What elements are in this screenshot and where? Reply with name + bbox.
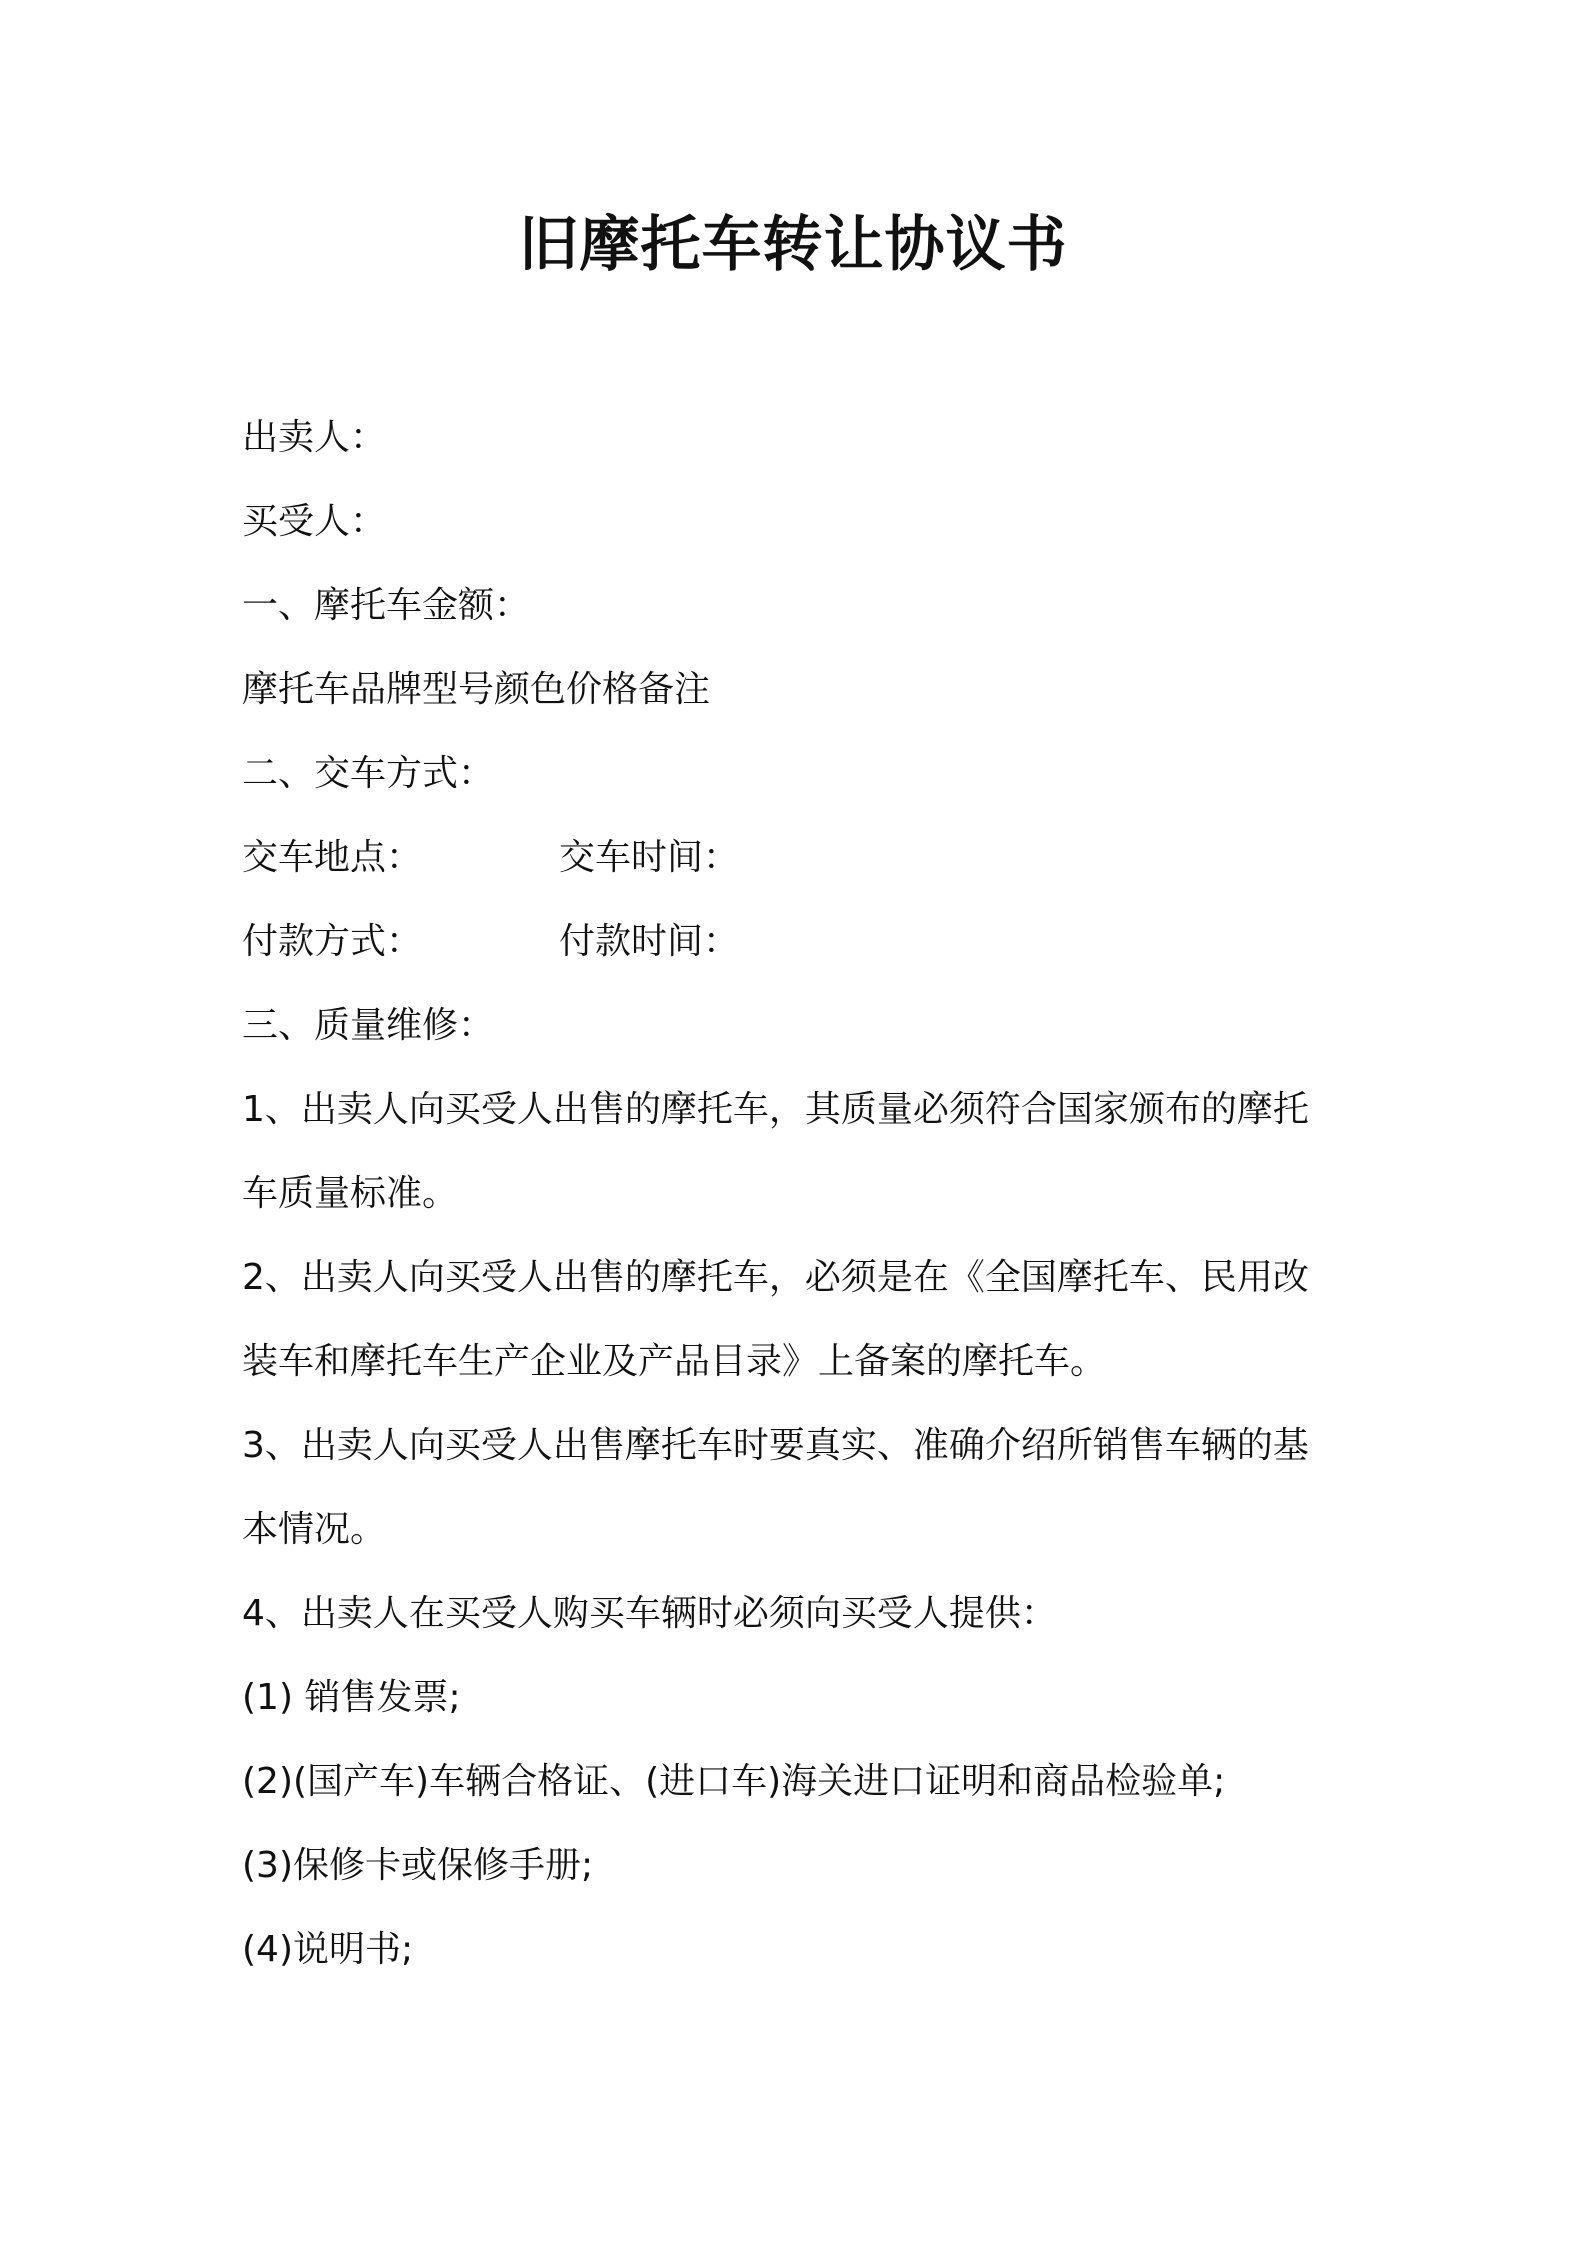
clause-2-line-2: 装车和摩托车生产企业及产品目录》上备案的摩托车。 bbox=[242, 1341, 1107, 1382]
clause-4-line-1: 4、出卖人在买受人购买车辆时必须向买受人提供： bbox=[242, 1593, 1057, 1634]
list-item-1: (1) 销售发票; bbox=[242, 1677, 461, 1718]
clause-2-line-1: 2、出卖人向买受人出售的摩托车，必须是在《全国摩托车、民用改 bbox=[242, 1257, 1309, 1298]
delivery-time-label: 交车时间： bbox=[559, 837, 740, 878]
seller-label: 出卖人： bbox=[242, 417, 387, 458]
payment-row bbox=[242, 900, 1362, 984]
payment-method-label: 付款方式： bbox=[242, 921, 423, 962]
delivery-row bbox=[242, 816, 1362, 900]
document-title: 旧摩托车转让协议书 bbox=[518, 210, 1068, 280]
payment-time-label: 付款时间： bbox=[559, 921, 740, 962]
clause-3-line-1: 3、出卖人向买受人出售摩托车时要真实、准确介绍所销售车辆的基 bbox=[242, 1425, 1309, 1466]
section-1-columns: 摩托车品牌型号颜色价格备注 bbox=[242, 669, 711, 710]
buyer-label: 买受人： bbox=[242, 501, 387, 542]
section-1-heading: 一、摩托车金额： bbox=[242, 585, 531, 626]
list-item-2: (2)(国产车)车辆合格证、(进口车)海关进口证明和商品检验单; bbox=[242, 1761, 1226, 1802]
delivery-place-label: 交车地点： bbox=[242, 837, 423, 878]
clause-3-line-2: 本情况。 bbox=[242, 1509, 387, 1550]
clause-1-line-1: 1、出卖人向买受人出售的摩托车，其质量必须符合国家颁布的摩托 bbox=[242, 1089, 1309, 1130]
list-item-3: (3)保修卡或保修手册; bbox=[242, 1845, 594, 1886]
clause-1-line-2: 车质量标准。 bbox=[242, 1173, 459, 1214]
list-item-4: (4)说明书; bbox=[242, 1929, 414, 1970]
document-body bbox=[242, 396, 1362, 1992]
section-3-heading: 三、质量维修： bbox=[242, 1005, 495, 1046]
section-2-heading: 二、交车方式： bbox=[242, 753, 495, 794]
